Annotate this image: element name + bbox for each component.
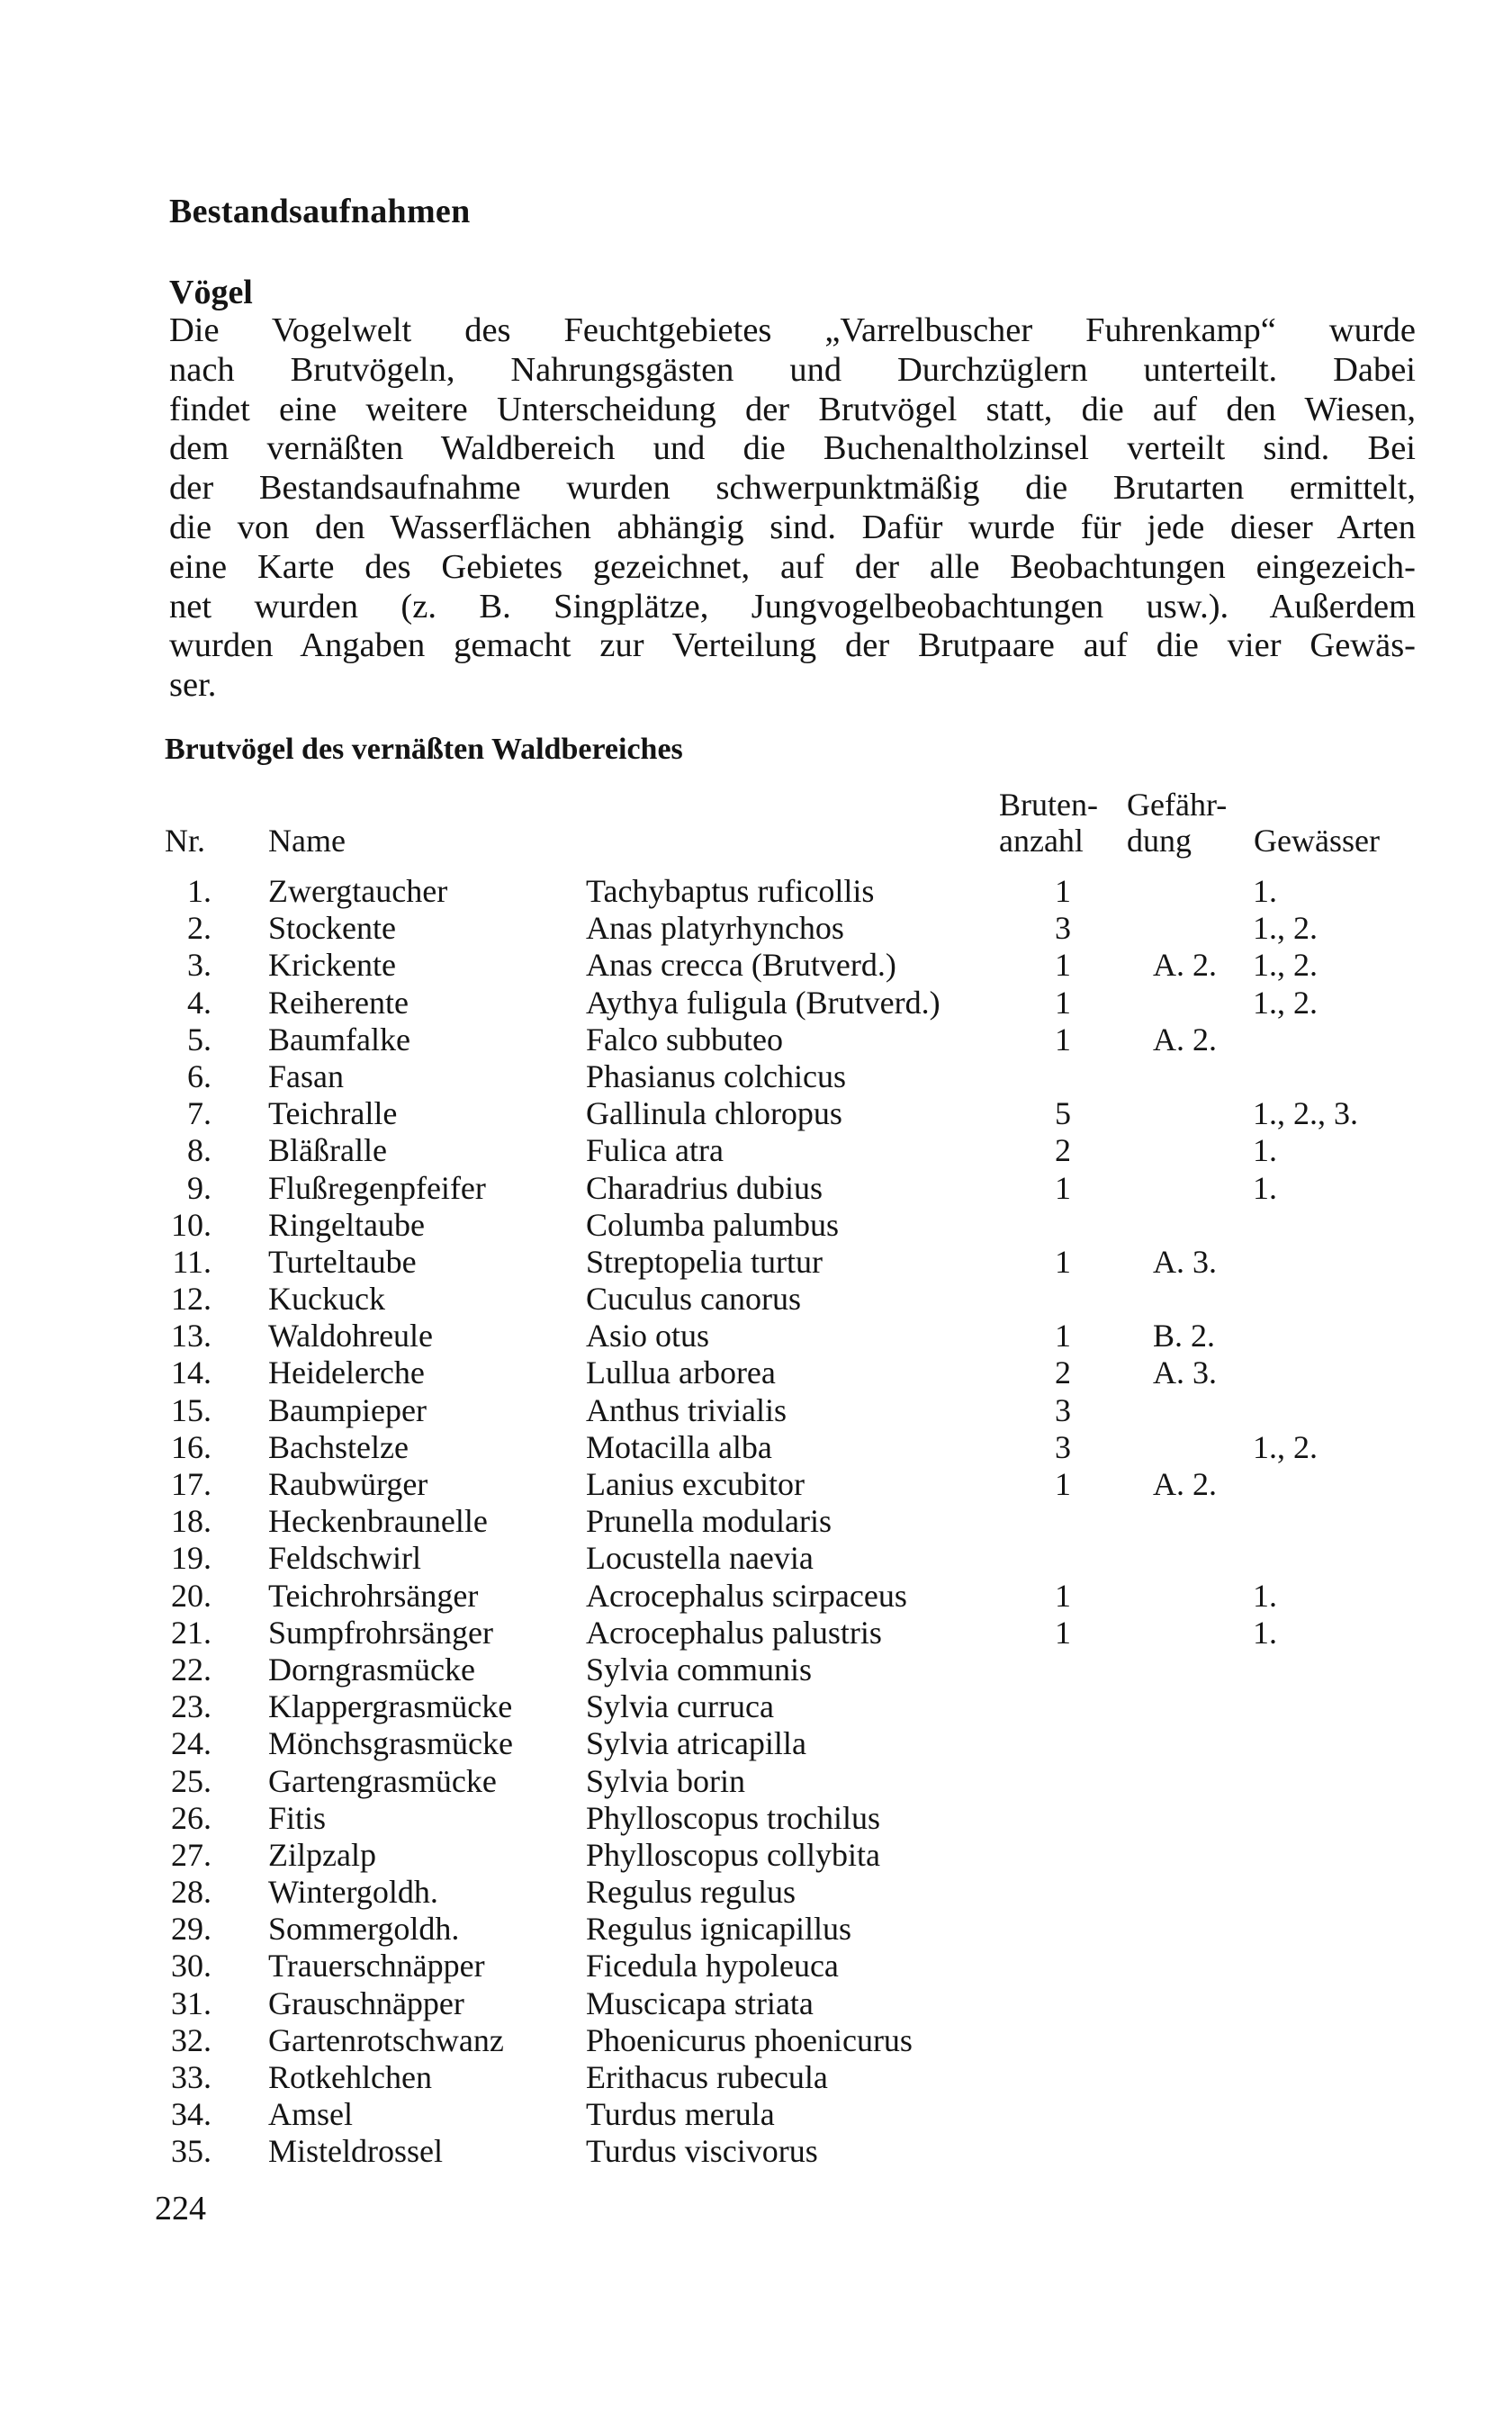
row-number: 34. xyxy=(171,2096,212,2133)
table-row xyxy=(0,1763,1512,1800)
species-name: Zilpzalp xyxy=(268,1836,376,1873)
intro-line: die von den Wasserflächen abhängig sind. Dafür wurde für jede dieser Arten xyxy=(169,508,1416,546)
row-number: 11. xyxy=(172,1243,212,1280)
row-number: 12. xyxy=(171,1281,212,1318)
water-bodies: 1. xyxy=(1253,1577,1277,1614)
threat-status: A. 2. xyxy=(1153,947,1217,984)
table-row xyxy=(0,2059,1512,2096)
row-number: 27. xyxy=(171,1836,212,1873)
row-number: 17. xyxy=(171,1466,212,1502)
breeding-count: 3 xyxy=(1055,910,1071,947)
header-nr: Nr. xyxy=(165,823,205,859)
threat-status: A. 3. xyxy=(1153,1243,1217,1280)
scientific-name: Ficedula hypoleuca xyxy=(586,1948,839,1984)
scientific-name: Locustella naevia xyxy=(586,1540,814,1577)
table-row xyxy=(0,910,1512,947)
species-name: Flußregenpfeifer xyxy=(268,1169,486,1206)
table-row xyxy=(0,1170,1512,1207)
row-number: 20. xyxy=(171,1577,212,1614)
table-row xyxy=(0,1578,1512,1615)
scientific-name: Sylvia atricapilla xyxy=(586,1725,806,1762)
table-row xyxy=(0,2096,1512,2133)
scientific-name: Fulica atra xyxy=(586,1132,724,1169)
species-name: Feldschwirl xyxy=(268,1540,421,1577)
scientific-name: Aythya fuligula (Brutverd.) xyxy=(586,984,940,1021)
threat-status: B. 2. xyxy=(1153,1318,1216,1354)
water-bodies: 1., 2. xyxy=(1253,910,1318,947)
scientific-name: Turdus viscivorus xyxy=(586,2133,818,2170)
species-name: Stockente xyxy=(268,910,396,947)
row-number: 23. xyxy=(171,1688,212,1725)
table-row xyxy=(0,1022,1512,1058)
intro-line: der Bestandsaufnahme wurden schwerpunktmäßig die Brutarten ermittelt, xyxy=(169,469,1416,508)
scientific-name: Sylvia communis xyxy=(586,1651,812,1688)
breeding-count: 1 xyxy=(1055,1243,1071,1280)
row-number: 24. xyxy=(171,1725,212,1762)
water-bodies: 1., 2., 3. xyxy=(1253,1095,1358,1132)
species-name: Sommergoldh. xyxy=(268,1911,460,1948)
scientific-name: Tachybaptus ruficollis xyxy=(586,873,875,909)
table-row xyxy=(0,1429,1512,1466)
species-name: Klappergrasmücke xyxy=(268,1688,513,1725)
threat-status: A. 2. xyxy=(1153,1466,1217,1502)
row-number: 13. xyxy=(171,1318,212,1354)
intro-line: Die Vogelwelt des Feuchtgebietes „Varrelbuscher Fuhrenkamp“ wurde xyxy=(169,311,1416,349)
scientific-name: Regulus ignicapillus xyxy=(586,1911,851,1948)
scientific-name: Anas platyrhynchos xyxy=(586,910,844,947)
breeding-count: 3 xyxy=(1055,1428,1071,1465)
row-number: 26. xyxy=(171,1799,212,1836)
row-number: 7. xyxy=(187,1095,212,1132)
scientific-name: Phoenicurus phoenicurus xyxy=(586,2021,913,2058)
species-name: Fasan xyxy=(268,1058,344,1094)
row-number: 18. xyxy=(171,1503,212,1540)
scientific-name: Regulus regulus xyxy=(586,1874,796,1911)
species-name: Krickente xyxy=(268,947,396,984)
table-row xyxy=(0,1800,1512,1837)
scientific-name: Asio otus xyxy=(586,1318,710,1354)
breeding-count: 1 xyxy=(1055,1577,1071,1614)
table-row xyxy=(0,1207,1512,1244)
table-row xyxy=(0,1095,1512,1132)
intro-line: ser. xyxy=(169,666,217,705)
scientific-name: Charadrius dubius xyxy=(586,1169,823,1206)
table-row xyxy=(0,1540,1512,1577)
scientific-name: Sylvia borin xyxy=(586,1762,745,1799)
species-name: Wintergoldh. xyxy=(268,1874,438,1911)
threat-status: A. 3. xyxy=(1153,1354,1217,1391)
scientific-name: Muscicapa striata xyxy=(586,1984,814,2021)
water-bodies: 1., 2. xyxy=(1253,984,1318,1021)
subsection-title: Vögel xyxy=(169,274,253,311)
species-name: Teichrohrsänger xyxy=(268,1577,479,1614)
scientific-name: Anthus trivialis xyxy=(586,1391,787,1428)
breeding-count: 2 xyxy=(1055,1354,1071,1391)
header-gefaehrdung-line1: Gefähr- xyxy=(1127,787,1228,823)
scientific-name: Cuculus canorus xyxy=(586,1281,801,1318)
scientific-name: Phylloscopus trochilus xyxy=(586,1799,881,1836)
species-table xyxy=(0,873,1512,2171)
table-row xyxy=(0,1688,1512,1725)
species-name: Teichralle xyxy=(268,1095,398,1132)
breeding-count: 1 xyxy=(1055,1021,1071,1058)
table-row xyxy=(0,1615,1512,1652)
table-row xyxy=(0,1392,1512,1429)
header-name: Name xyxy=(268,823,346,859)
header-gefaehrdung-line2: dung xyxy=(1127,823,1192,859)
table-row xyxy=(0,1281,1512,1318)
row-number: 35. xyxy=(171,2133,212,2170)
species-name: Amsel xyxy=(268,2096,353,2133)
row-number: 10. xyxy=(171,1206,212,1243)
species-name: Baumpieper xyxy=(268,1391,427,1428)
row-number: 1. xyxy=(187,873,212,909)
row-number: 32. xyxy=(171,2021,212,2058)
table-row xyxy=(0,1244,1512,1281)
row-number: 30. xyxy=(171,1948,212,1984)
table-title: Brutvögel des vernäßten Waldbereiches xyxy=(165,733,683,766)
scientific-name: Acrocephalus scirpaceus xyxy=(586,1577,907,1614)
row-number: 28. xyxy=(171,1874,212,1911)
row-number: 33. xyxy=(171,2059,212,2095)
species-name: Turteltaube xyxy=(268,1243,417,1280)
table-row xyxy=(0,947,1512,984)
scientific-name: Lanius excubitor xyxy=(586,1466,805,1502)
breeding-count: 1 xyxy=(1055,1466,1071,1502)
table-row xyxy=(0,2133,1512,2170)
table-row xyxy=(0,1911,1512,1948)
water-bodies: 1. xyxy=(1253,1169,1277,1206)
table-row xyxy=(0,1503,1512,1540)
row-number: 29. xyxy=(171,1911,212,1948)
breeding-count: 2 xyxy=(1055,1132,1071,1169)
row-number: 22. xyxy=(171,1651,212,1688)
species-name: Waldohreule xyxy=(268,1318,434,1354)
row-number: 25. xyxy=(171,1762,212,1799)
species-name: Grauschnäpper xyxy=(268,1984,464,2021)
species-name: Heckenbraunelle xyxy=(268,1503,488,1540)
water-bodies: 1., 2. xyxy=(1253,1428,1318,1465)
row-number: 14. xyxy=(171,1354,212,1391)
species-name: Dorngrasmücke xyxy=(268,1651,475,1688)
scientific-name: Prunella modularis xyxy=(586,1503,832,1540)
row-number: 16. xyxy=(171,1428,212,1465)
header-bruten-line1: Bruten- xyxy=(999,787,1098,823)
table-row xyxy=(0,873,1512,910)
scientific-name: Streptopelia turtur xyxy=(586,1243,823,1280)
table-row xyxy=(0,1652,1512,1688)
species-name: Sumpfrohrsänger xyxy=(268,1614,493,1651)
species-name: Gartengrasmücke xyxy=(268,1762,497,1799)
breeding-count: 1 xyxy=(1055,1318,1071,1354)
species-name: Bachstelze xyxy=(268,1428,409,1465)
scientific-name: Anas crecca (Brutverd.) xyxy=(586,947,896,984)
table-row xyxy=(0,1725,1512,1762)
table-row xyxy=(0,1058,1512,1095)
table-row xyxy=(0,1985,1512,2022)
species-name: Bläßralle xyxy=(268,1132,387,1169)
row-number: 31. xyxy=(171,1984,212,2021)
intro-line: nach Brutvögeln, Nahrungsgästen und Durchzüglern unterteilt. Dabei xyxy=(169,350,1416,389)
row-number: 4. xyxy=(187,984,212,1021)
species-name: Baumfalke xyxy=(268,1021,410,1058)
table-row xyxy=(0,2022,1512,2059)
row-number: 15. xyxy=(171,1391,212,1428)
table-row xyxy=(0,1354,1512,1391)
intro-line: eine Karte des Gebietes gezeichnet, auf der alle Beobachtungen eingezeich- xyxy=(169,547,1416,586)
row-number: 5. xyxy=(187,1021,212,1058)
table-row xyxy=(0,1837,1512,1874)
table-row xyxy=(0,1874,1512,1911)
row-number: 21. xyxy=(171,1614,212,1651)
species-name: Gartenrotschwanz xyxy=(268,2021,504,2058)
species-name: Kuckuck xyxy=(268,1281,385,1318)
scientific-name: Sylvia curruca xyxy=(586,1688,774,1725)
water-bodies: 1. xyxy=(1253,873,1277,909)
species-name: Mönchsgrasmücke xyxy=(268,1725,513,1762)
table-row xyxy=(0,1132,1512,1169)
scientific-name: Phylloscopus collybita xyxy=(586,1836,880,1873)
water-bodies: 1. xyxy=(1253,1614,1277,1651)
breeding-count: 1 xyxy=(1055,1169,1071,1206)
row-number: 8. xyxy=(187,1132,212,1169)
breeding-count: 1 xyxy=(1055,873,1071,909)
species-name: Heidelerche xyxy=(268,1354,425,1391)
species-name: Zwergtaucher xyxy=(268,873,448,909)
species-name: Raubwürger xyxy=(268,1466,428,1502)
species-name: Misteldrossel xyxy=(268,2133,443,2170)
table-row xyxy=(0,985,1512,1022)
scientific-name: Acrocephalus palustris xyxy=(586,1614,882,1651)
intro-paragraph xyxy=(169,311,1416,706)
table-row xyxy=(0,1318,1512,1354)
header-gewaesser: Gewässer xyxy=(1254,823,1380,859)
intro-line: net wurden (z. B. Singplätze, Jungvogelbeobachtungen usw.). Außerdem xyxy=(169,587,1416,626)
row-number: 9. xyxy=(187,1169,212,1206)
scientific-name: Lullua arborea xyxy=(586,1354,776,1391)
species-name: Trauerschnäpper xyxy=(268,1948,485,1984)
scientific-name: Motacilla alba xyxy=(586,1428,772,1465)
page-number: 224 xyxy=(155,2190,206,2228)
water-bodies: 1. xyxy=(1253,1132,1277,1169)
intro-line: dem vernäßten Waldbereich und die Buchenaltholzinsel verteilt sind. Bei xyxy=(169,429,1416,468)
row-number: 2. xyxy=(187,910,212,947)
scientific-name: Gallinula chloropus xyxy=(586,1095,842,1132)
breeding-count: 1 xyxy=(1055,947,1071,984)
scientific-name: Erithacus rubecula xyxy=(586,2059,828,2095)
breeding-count: 1 xyxy=(1055,1614,1071,1651)
breeding-count: 1 xyxy=(1055,984,1071,1021)
intro-line: findet eine weitere Unterscheidung der Brutvögel statt, die auf den Wiesen, xyxy=(169,390,1416,428)
scientific-name: Turdus merula xyxy=(586,2096,775,2133)
species-name: Fitis xyxy=(268,1799,327,1836)
species-name: Rotkehlchen xyxy=(268,2059,432,2095)
table-row xyxy=(0,1466,1512,1503)
table-row xyxy=(0,1948,1512,1984)
water-bodies: 1., 2. xyxy=(1253,947,1318,984)
intro-line: wurden Angaben gemacht zur Verteilung der Brutpaare auf die vier Gewäs- xyxy=(169,626,1416,665)
row-number: 3. xyxy=(187,947,212,984)
row-number: 6. xyxy=(187,1058,212,1094)
species-name: Ringeltaube xyxy=(268,1206,425,1243)
header-bruten-line2: anzahl xyxy=(999,823,1084,859)
breeding-count: 5 xyxy=(1055,1095,1071,1132)
scientific-name: Falco subbuteo xyxy=(586,1021,783,1058)
threat-status: A. 2. xyxy=(1153,1021,1217,1058)
scientific-name: Phasianus colchicus xyxy=(586,1058,846,1094)
row-number: 19. xyxy=(171,1540,212,1577)
breeding-count: 3 xyxy=(1055,1391,1071,1428)
section-title: Bestandsaufnahmen xyxy=(169,193,471,230)
species-name: Reiherente xyxy=(268,984,409,1021)
scientific-name: Columba palumbus xyxy=(586,1206,839,1243)
